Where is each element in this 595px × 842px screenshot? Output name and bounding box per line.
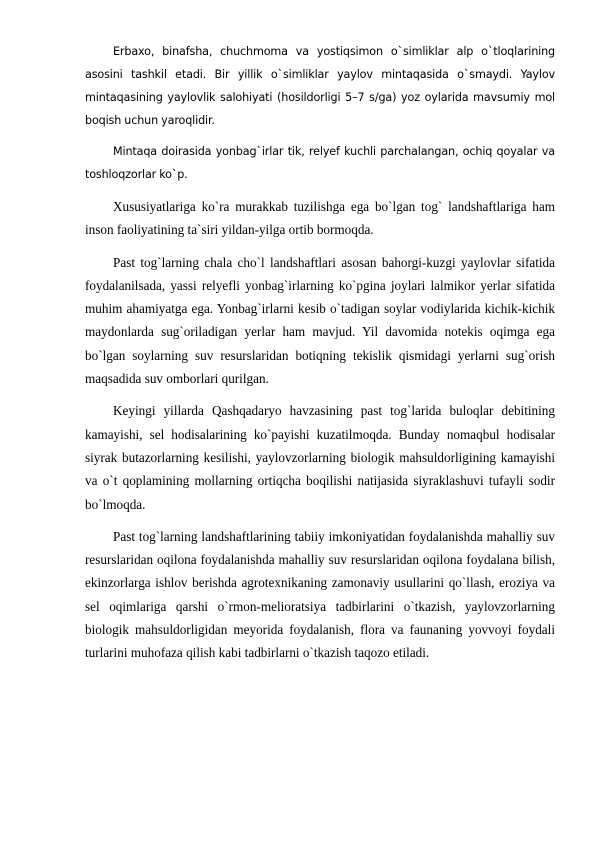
paragraph-zone-relief: Mintaqa doirasida yonbag`irlar tik, relyef kuchli parchalangan, ochiq qoyalar va toshloqzorlar ko`p.	[85, 145, 555, 181]
paragraph-kashkadarya-springs: Keyingi yillarda Qashqadaryo havzasining past tog`larida buloqlar debitining kamayishi, sel hodisalarining ko`payishi kuzatilmoqda. Bunday nomaqbul hodisalar siyrak butazorlarning kesilishi, yaylovzorlarning biologik mahsuldorligining kamayishi va o`t qoplamining mollarning ortiqcha boqilishi natijasida siyraklashuvi tufayli sodir bo`lmoqda.	[85, 403, 555, 512]
document-page	[85, 40, 555, 665]
paragraph-low-mountains-use: Past tog`larning chala cho`l landshaftlari asosan bahorgi-kuzgi yaylovlar sifatida foydalanilsada, yassi relyefli yonbag`irlarning ko`pgina joylari lalmikor yerlar sifatida muhim ahamiyatga ega. Yonbag`irlarni kesib o`tadigan soylar vodiylarida kichik-kichik maydonlarda sug`oriladigan yerlar ham mavjud. Yil davomida notekis oqimga ega bo`lgan soylarning suv resurslaridan botiqning tekislik qismidagi yerlarni sug`orish maqsadida suv omborlari qurilgan.	[85, 254, 555, 387]
paragraph-alpine-meadows: Erbaxo, binafsha, chuchmoma va yostiqsimon o`simliklar alp o`tloqlarining asosini tashkil etadi. Bir yillik o`simliklar yaylov mintaqasida o`smaydi. Yaylov mintaqasining yaylovlik salohiyati (hosildorligi 5–7 s/ga) yoz oylarida mavsumiy mol boqish uchun yaroqlidir.	[85, 45, 555, 127]
paragraph-human-impact: Xususiyatlariga ko`ra murakkab tuzilishga ega bo`lgan tog` landshaftlariga ham inson faoliyatining ta`siri yildan-yilga ortib bormoqda.	[85, 199, 555, 238]
paragraph-conservation-measures: Past tog`larning landshaftlarining tabiiy imkoniyatidan foydalanishda mahalliy suv resurslaridan oqilona foydalanishda mahalliy suv resurslaridan oqilona foydalana bilish, ekinzorlarga ishlov berishda agrotexnikaning zamonaviy usullarini qo`llash, eroziya va sel oqimlariga qarshi o`rmon-melioratsiya tadbirlarini o`tkazish, yaylovzorlarning biologik mahsuldorligidan meyorida foydalanish, flora va faunaning yovvoyi foydali turlarini muhofaza qilish kabi tadbirlarni o`tkazish taqozo etiladi.	[85, 528, 555, 661]
